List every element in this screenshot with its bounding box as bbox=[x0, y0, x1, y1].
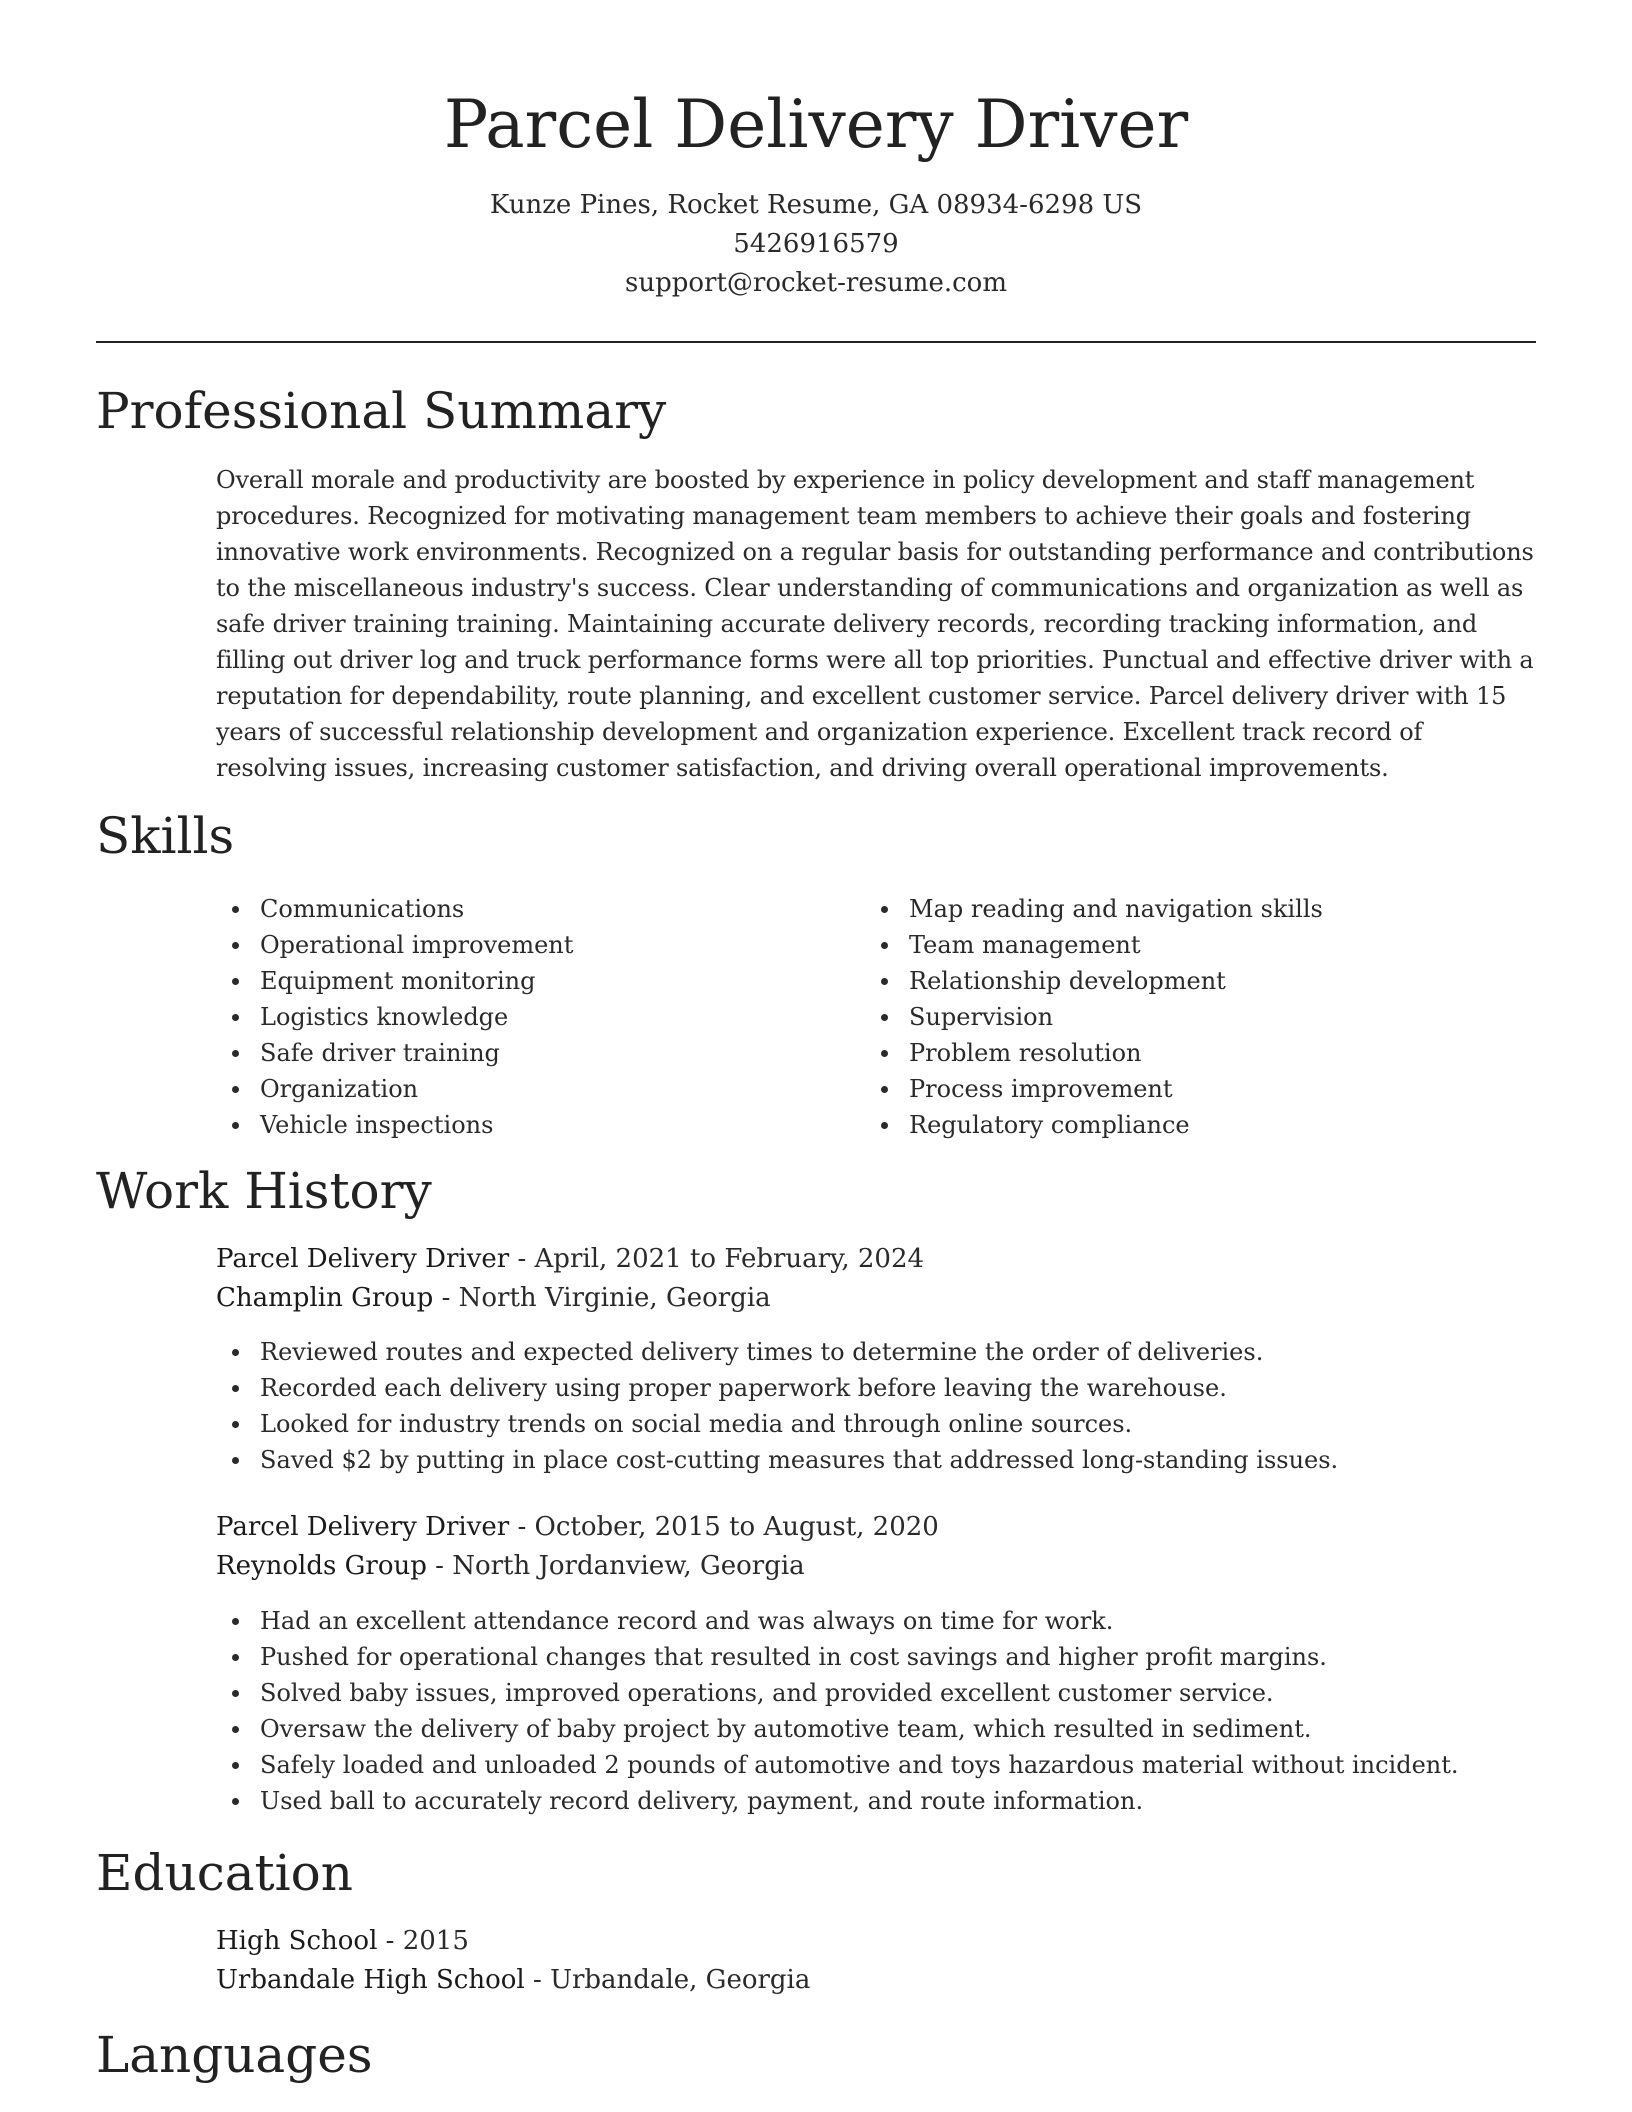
job-dates: October, 2015 to August, 2020 bbox=[534, 1512, 939, 1542]
skills-list-left bbox=[216, 891, 836, 1143]
contact-email: support@rocket-resume.com bbox=[624, 268, 1007, 298]
skill-item: Safe driver training bbox=[216, 1035, 836, 1071]
skill-item: Relationship development bbox=[865, 963, 1485, 999]
job-bullets bbox=[216, 1334, 1536, 1478]
education-degree: High School bbox=[216, 1926, 378, 1956]
skills-list-right bbox=[865, 891, 1485, 1143]
job-bullet: Used ball to accurately record delivery, payment, and route information. bbox=[216, 1783, 1536, 1819]
summary-text: Overall morale and productivity are boosted by experience in policy development and staff management procedures. Recognized for motivating management team members to achieve their goals and fostering innovative work environments. Recognized on a regular basis for outstanding performance and contributions to the miscellaneous industry's success. Clear understanding of communications and organization as well as safe driver training training. Maintaining accurate delivery records, recording tracking information, and filling out driver log and truck performance forms were all top priorities. Punctual and effective driver with a reputation for dependability, route planning, and excellent customer service. Parcel delivery driver with 15 years of successful relationship development and organization experience. Excellent track record of resolving issues, increasing customer satisfaction, and driving overall operational improvements. bbox=[216, 466, 1534, 782]
education-year: 2015 bbox=[402, 1926, 469, 1956]
education-degree-line bbox=[216, 1922, 1536, 1961]
job-position: Parcel Delivery Driver bbox=[216, 1512, 510, 1542]
skill-item: Communications bbox=[216, 891, 836, 927]
separator: - bbox=[377, 1926, 403, 1956]
job-bullet: Saved $2 by putting in place cost-cutting measures that addressed long-standing issues. bbox=[216, 1442, 1536, 1478]
separator: - bbox=[509, 1512, 535, 1542]
education-heading: Education bbox=[96, 1844, 353, 1902]
job-bullet: Solved baby issues, improved operations, and provided excellent customer service. bbox=[216, 1675, 1536, 1711]
contact-phone: 5426916579 bbox=[733, 229, 899, 259]
skill-item: Vehicle inspections bbox=[216, 1107, 836, 1143]
skill-item: Equipment monitoring bbox=[216, 963, 836, 999]
summary-heading: Professional Summary bbox=[96, 382, 667, 440]
header-divider bbox=[96, 341, 1536, 343]
job-bullet: Looked for industry trends on social media and through online sources. bbox=[216, 1406, 1536, 1442]
skill-item: Organization bbox=[216, 1071, 836, 1107]
skill-item: Logistics knowledge bbox=[216, 999, 836, 1035]
job-company-line bbox=[216, 1547, 1536, 1586]
education-school-line bbox=[216, 1961, 1536, 2000]
skills-heading: Skills bbox=[96, 807, 235, 865]
work-history-heading: Work History bbox=[96, 1162, 432, 1220]
separator: - bbox=[426, 1551, 453, 1581]
job-company-line bbox=[216, 1279, 1536, 1318]
job-title-line bbox=[216, 1508, 1536, 1547]
separator: - bbox=[433, 1283, 459, 1313]
education-location: Urbandale, Georgia bbox=[550, 1965, 811, 1995]
job-bullet: Recorded each delivery using proper paperwork before leaving the warehouse. bbox=[216, 1370, 1536, 1406]
job-company: Reynolds Group bbox=[216, 1551, 427, 1581]
job-bullets bbox=[216, 1603, 1536, 1819]
resume-header bbox=[96, 80, 1536, 303]
job-location: North Virginie, Georgia bbox=[458, 1283, 771, 1313]
skill-item: Problem resolution bbox=[865, 1035, 1485, 1071]
job-bullet: Safely loaded and unloaded 2 pounds of automotive and toys hazardous material without incident. bbox=[216, 1747, 1536, 1783]
job-bullet: Oversaw the delivery of baby project by automotive team, which resulted in sediment. bbox=[216, 1711, 1536, 1747]
education-school: Urbandale High School bbox=[216, 1965, 525, 1995]
job-bullet: Had an excellent attendance record and was always on time for work. bbox=[216, 1603, 1536, 1639]
contact-address: Kunze Pines, Rocket Resume, GA 08934-6298 US bbox=[489, 190, 1143, 220]
job-bullet: Reviewed routes and expected delivery times to determine the order of deliveries. bbox=[216, 1334, 1536, 1370]
job-location: North Jordanview, Georgia bbox=[452, 1551, 805, 1581]
contact-info bbox=[96, 186, 1536, 303]
job-bullet: Pushed for operational changes that resulted in cost savings and higher profit margins. bbox=[216, 1639, 1536, 1675]
skill-item: Operational improvement bbox=[216, 927, 836, 963]
candidate-name: Parcel Delivery Driver bbox=[443, 86, 1189, 163]
skill-item: Regulatory compliance bbox=[865, 1107, 1485, 1143]
separator: - bbox=[524, 1965, 551, 1995]
skill-item: Map reading and navigation skills bbox=[865, 891, 1485, 927]
job-company: Champlin Group bbox=[216, 1283, 434, 1313]
job-title-line bbox=[216, 1240, 1536, 1279]
languages-heading: Languages bbox=[96, 2026, 373, 2084]
job-position: Parcel Delivery Driver bbox=[216, 1244, 510, 1274]
skill-item: Team management bbox=[865, 927, 1485, 963]
job-dates: April, 2021 to February, 2024 bbox=[534, 1244, 925, 1274]
skill-item: Process improvement bbox=[865, 1071, 1485, 1107]
skill-item: Supervision bbox=[865, 999, 1485, 1035]
separator: - bbox=[509, 1244, 535, 1274]
